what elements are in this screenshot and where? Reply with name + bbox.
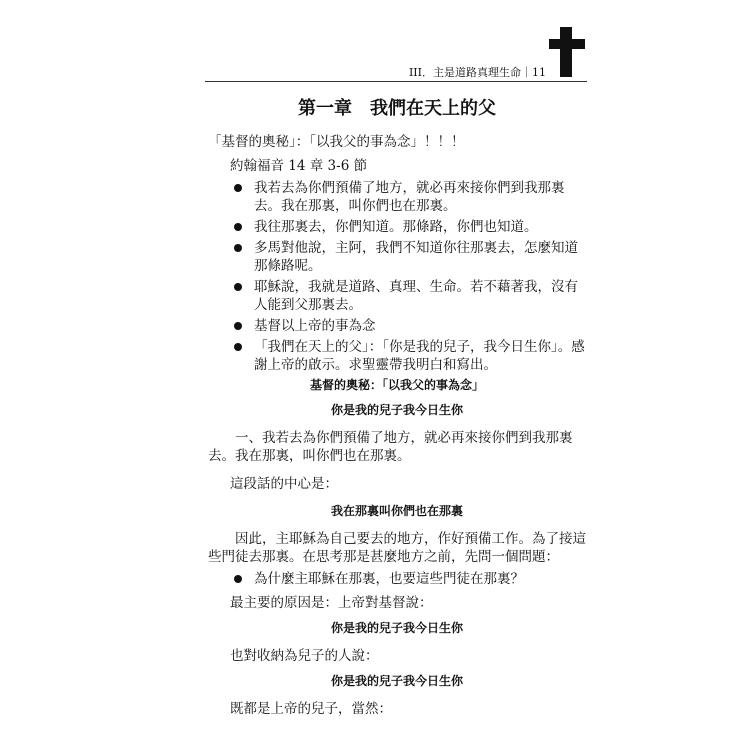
intro-line-1: 「基督的奧秘」：「以我父的事為念」！！！ — [208, 134, 465, 150]
page-content — [208, 94, 586, 718]
list-item: 「我們在天上的父」：「你是我的兒子，我今日生你」。感謝上帝的啟示。求聖靈帶我明白和寫出。 — [208, 338, 586, 374]
question-bullet-list — [208, 570, 586, 588]
paragraph-3: 因此，主耶穌為自己要去的地方，作好預備工作。為了接這些門徒去那裏。在思考那是甚麼地方之前，先問一個問題： — [208, 531, 586, 565]
cross-icon — [549, 27, 585, 77]
paragraph-2: 這段話的中心是： — [230, 476, 338, 492]
header-rule — [205, 81, 587, 82]
centered-heading-4: 你是我的兒子我今日生你 — [330, 621, 463, 635]
centered-heading-5: 你是我的兒子我今日生你 — [330, 674, 463, 688]
running-header: III．主是道路真理生命｜11 — [408, 66, 546, 79]
list-item: 我往那裏去，你們知道。那條路，你們也知道。 — [208, 218, 586, 236]
centered-heading-2: 你是我的兒子我今日生你 — [330, 403, 463, 417]
paragraph-6: 既都是上帝的兒子，當然： — [230, 701, 392, 717]
centered-heading-3: 我在那裏叫你們也在那裏 — [330, 504, 463, 518]
list-item: 基督以上帝的事為念 — [208, 317, 586, 335]
list-item: 多馬對他說，主阿，我們不知道你往那裏去，怎麼知道那條路呢。 — [208, 239, 586, 275]
list-item: 我若去為你們預備了地方，就必再來接你們到我那裏去。我在那裏，叫你們也在那裏。 — [208, 179, 586, 215]
list-item: 為什麼主耶穌在那裏，也要這些門徒在那裏？ — [208, 570, 586, 588]
paragraph-1: 一、我若去為你們預備了地方，就必再來接你們到我那裏去。我在那裏，叫你們也在那裏。 — [208, 430, 573, 464]
centered-heading-1: 基督的奧秘：「以我父的事為念」 — [309, 378, 484, 392]
intro-line-2: 約翰福音 14 章 3-6 節 — [230, 158, 368, 174]
paragraph-5: 也對收納為兒子的人說： — [230, 648, 379, 664]
paragraph-4: 最主要的原因是：上帝對基督說： — [230, 595, 433, 611]
scripture-bullet-list — [208, 179, 586, 374]
chapter-title: 第一章 我們在天上的父 — [298, 98, 496, 119]
list-item: 耶穌說，我就是道路、真理、生命。若不藉著我，沒有人能到父那裏去。 — [208, 278, 586, 314]
